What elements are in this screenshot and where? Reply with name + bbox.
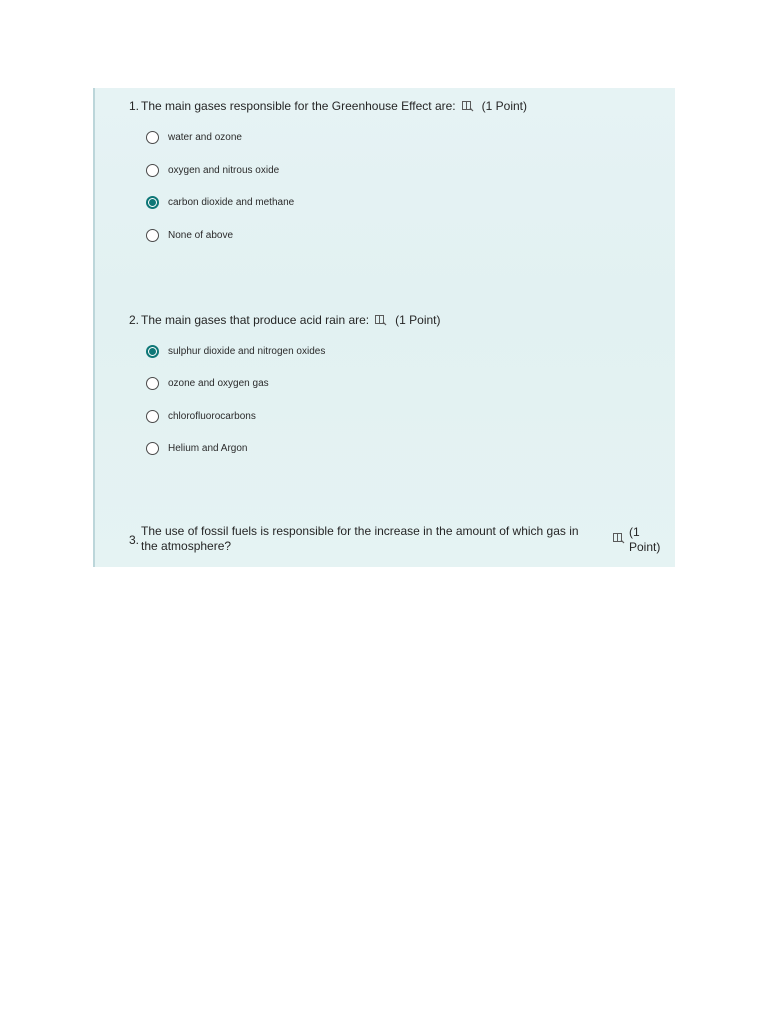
question-points: (1 Point) [629,525,661,554]
option-helium-argon[interactable] [146,442,248,455]
question-number: 1. [129,99,140,113]
option-label: chlorofluorocarbons [168,411,256,422]
form-screenshot [93,88,675,567]
option-water-ozone[interactable] [146,131,242,144]
option-carbon-dioxide-methane[interactable] [146,196,294,209]
option-label: oxygen and nitrous oxide [168,165,280,176]
question-1-header [129,99,527,113]
radio-button[interactable] [146,377,159,390]
option-label: ozone and oxygen gas [168,378,269,389]
option-oxygen-nitrous-oxide[interactable] [146,164,279,177]
radio-button-selected[interactable] [146,345,159,358]
radio-button-selected[interactable] [146,196,159,209]
radio-button[interactable] [146,229,159,242]
option-label: None of above [168,230,234,241]
option-label: water and ozone [168,132,242,143]
radio-button[interactable] [146,164,159,177]
question-2-header [129,313,441,327]
option-none-of-above[interactable] [146,229,233,242]
option-ozone-oxygen[interactable] [146,377,269,390]
option-chlorofluorocarbons[interactable] [146,410,256,423]
radio-button[interactable] [146,410,159,423]
left-rule [93,88,95,567]
question-number: 2. [129,313,140,327]
option-label: sulphur dioxide and nitrogen oxides [168,346,326,357]
immersive-reader-icon[interactable] [613,533,625,544]
option-label: carbon dioxide and methane [168,197,295,208]
question-text: The main gases that produce acid rain are: [141,313,370,327]
question-points: (1 Point) [481,99,527,113]
immersive-reader-icon[interactable] [375,315,387,326]
option-sulphur-nitrogen[interactable] [146,345,325,358]
option-label: Helium and Argon [168,443,248,454]
question-points: (1 Point) [395,313,441,327]
radio-button[interactable] [146,131,159,144]
radio-button[interactable] [146,442,159,455]
question-text: The main gases responsible for the Greenhouse Effect are: [141,99,456,113]
question-number: 3. [129,533,140,547]
immersive-reader-icon[interactable] [462,101,474,112]
question-text: The use of fossil fuels is responsible for the increase in the amount of which gas in the atmosphere? [141,524,579,553]
